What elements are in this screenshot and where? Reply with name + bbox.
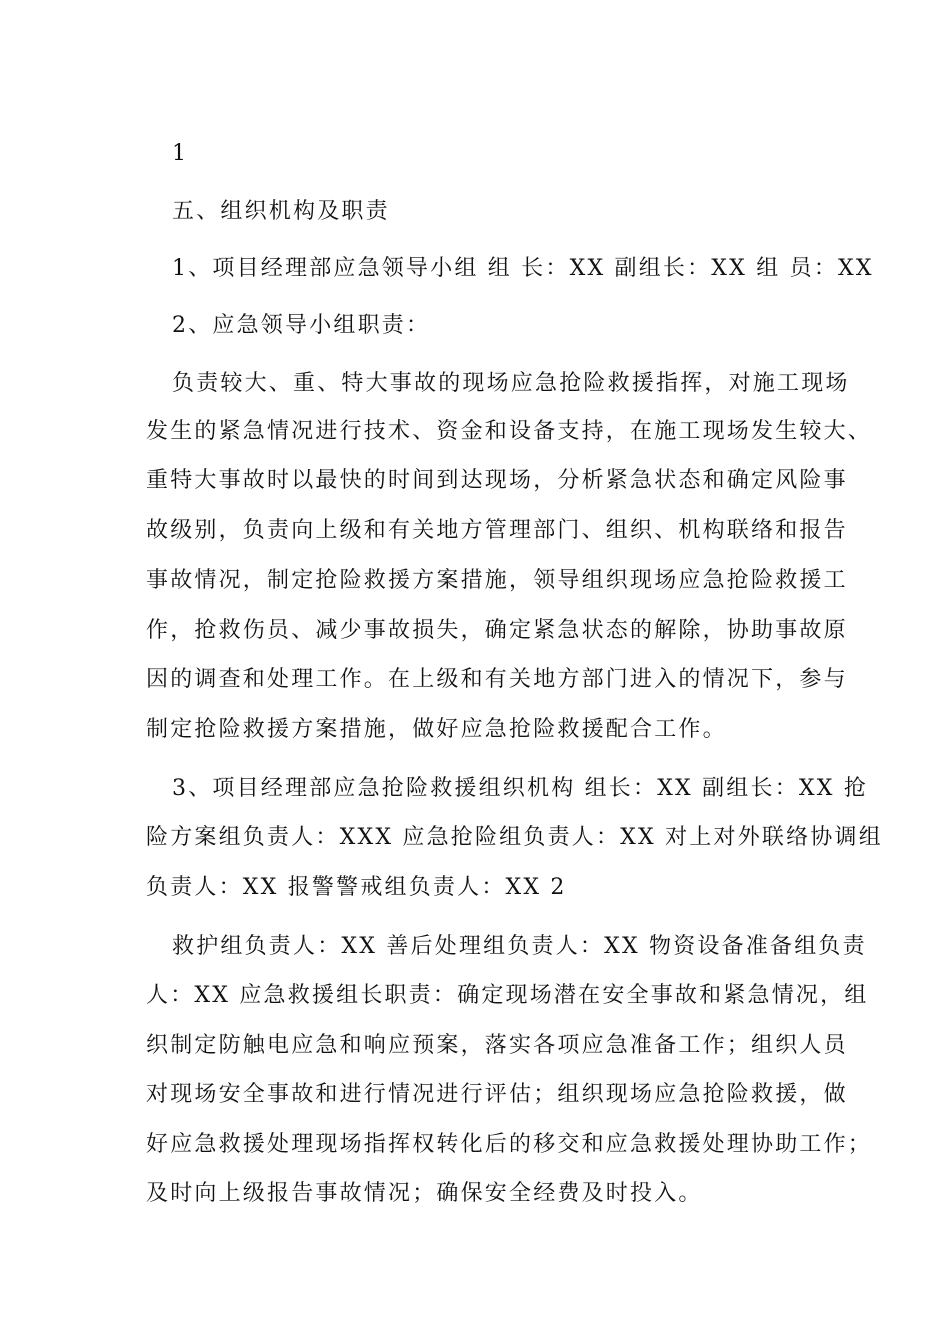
item-2-heading: 2、应急领导小组职责： (172, 313, 431, 338)
paragraph-line: 重特大事故时以最快的时间到达现场，分析紧急状态和确定风险事 (146, 468, 848, 493)
paragraph-line: 制定抢险救援方案措施，做好应急抢险救援配合工作。 (146, 717, 727, 742)
item-1-leadership-group: 1、项目经理部应急领导小组 组 长：XX 副组长：XX 组 员：XX (172, 256, 874, 281)
paragraph-line: 负责人：XX 报警警戒组负责人：XX 2 (146, 875, 567, 900)
paragraph-line: 及时向上级报告事故情况；确保安全经费及时投入。 (146, 1181, 703, 1206)
paragraph-line: 险方案组负责人：XXX 应急抢险组负责人：XX 对上对外联络协调组 (146, 825, 883, 850)
paragraph-line: 作，抢救伤员、减少事故损失，确定紧急状态的解除，协助事故原 (146, 618, 848, 643)
paragraph-line: 救护组负责人：XX 善后处理组负责人：XX 物资设备准备组负责 (172, 934, 867, 959)
paragraph-line: 人：XX 应急救援组长职责：确定现场潜在安全事故和紧急情况，组 (146, 983, 869, 1008)
paragraph-line: 事故情况，制定抢险救援方案措施，领导组织现场应急抢险救援工 (146, 568, 848, 593)
page-number: 1 (172, 141, 189, 166)
paragraph-line: 故级别，负责向上级和有关地方管理部门、组织、机构联络和报告 (146, 518, 848, 543)
paragraph-line: 发生的紧急情况进行技术、资金和设备支持，在施工现场发生较大、 (146, 419, 873, 444)
paragraph-line: 织制定防触电应急和响应预案，落实各项应急准备工作；组织人员 (146, 1033, 848, 1058)
paragraph-line: 3、项目经理部应急抢险救援组织机构 组长：XX 副组长：XX 抢 (172, 776, 869, 801)
paragraph-line: 对现场安全事故和进行情况进行评估；组织现场应急抢险救援，做 (146, 1082, 848, 1107)
paragraph-line: 好应急救援处理现场指挥权转化后的移交和应急救援处理协助工作； (146, 1132, 873, 1157)
section-title: 五、组织机构及职责 (172, 199, 390, 224)
paragraph-line: 因的调查和处理工作。在上级和有关地方部门进入的情况下，参与 (146, 667, 848, 692)
paragraph-line: 负责较大、重、特大事故的现场应急抢险救援指挥，对施工现场 (172, 371, 850, 396)
